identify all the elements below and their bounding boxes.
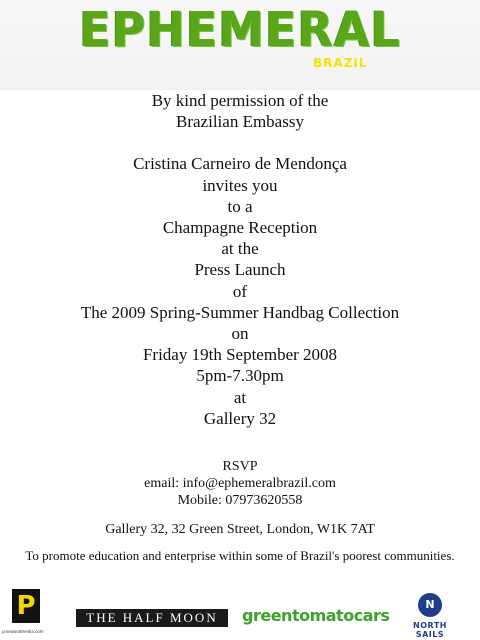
logo bbox=[0, 2, 480, 56]
venue-address: Gallery 32, 32 Green Street, London, W1K 7AT bbox=[105, 522, 375, 537]
pinewood-caption: pinewoodmedia.com bbox=[2, 629, 44, 634]
spacer bbox=[0, 132, 480, 153]
permission-line-2: Brazilian Embassy bbox=[176, 112, 304, 132]
pinewood-glyph: P bbox=[16, 591, 36, 621]
host-name: Cristina Carneiro de Mendonça bbox=[133, 154, 347, 174]
rsvp-email: email: info@ephemeralbrazil.com bbox=[144, 476, 336, 491]
rsvp-block bbox=[0, 458, 480, 509]
rsvp-mobile: Mobile: 07973620558 bbox=[177, 493, 303, 508]
north-sails-badge-icon: N bbox=[418, 593, 442, 617]
at-line: at bbox=[233, 387, 247, 407]
launch-line: Press Launch bbox=[194, 260, 286, 280]
north-sails-logo bbox=[400, 593, 460, 637]
pinewood-logo bbox=[12, 589, 40, 623]
green-tomato-logo: greentomatocars bbox=[242, 606, 390, 625]
event-name: Champagne Reception bbox=[162, 218, 318, 238]
on-line: on bbox=[231, 324, 249, 344]
rsvp-label: RSVP bbox=[222, 459, 258, 474]
invites-line: invites you bbox=[202, 175, 278, 195]
collection-line: The 2009 Spring-Summer Handbag Collection bbox=[80, 302, 400, 322]
mission-statement: To promote education and enterprise within some of Brazil's poorest communities. bbox=[25, 548, 455, 563]
sponsor-logos bbox=[0, 585, 480, 640]
event-date: Friday 19th September 2008 bbox=[142, 345, 338, 365]
north-sails-text: NORTH SAILS bbox=[413, 621, 447, 639]
permission-line-1: By kind permission of the bbox=[151, 91, 329, 110]
at-the-line: at the bbox=[221, 239, 259, 259]
of-line: of bbox=[232, 281, 248, 301]
venue-name: Gallery 32 bbox=[203, 408, 277, 428]
invitation-text bbox=[0, 90, 480, 429]
logo-wordmark: EPHEMERAL bbox=[79, 0, 401, 58]
half-moon-logo: THE HALF MOON bbox=[76, 609, 228, 627]
event-time: 5pm-7.30pm bbox=[196, 366, 284, 386]
to-a-line: to a bbox=[227, 196, 253, 216]
logo-subtitle: BRAZIL bbox=[313, 56, 368, 70]
